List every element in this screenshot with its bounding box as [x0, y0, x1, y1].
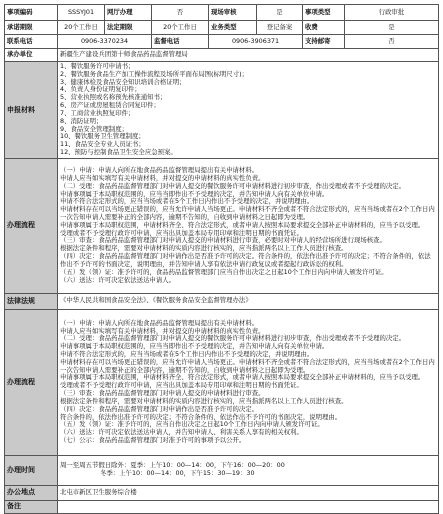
- fee-value: 是: [345, 21, 439, 35]
- process-step: 申请材料存在可以当场更正错误的，应当允许申请人当场更正。申请材料不齐全或者不符合法定形式的，应当当场或者在2个工作日内一次告知申请人需要补正的全部内容，逾期不告知的，自收到申请材料之日起即为受理。: [60, 357, 435, 374]
- process-step: 根据法定条件和程序，需要对申请材料的实质内容进行核实的，应当指派两名以上工作人员进行核查。: [60, 396, 348, 405]
- law-label: 法律法规: [5, 293, 58, 309]
- material-item: 7、工商营业执照复印件；: [60, 108, 135, 117]
- material-item: 6、房产证或房屋租赁合同复印件；: [60, 101, 160, 110]
- process-step: 受理或者不予受理行政许可申请，应当出具加盖本局专用印章和注明日期的书面凭证。: [60, 228, 303, 237]
- process-step: 申请事项属于本局职权范围，申请材料齐全、符合法定形式，或者申请人按照本局要求提交全部补正申请材料的，应当予以受理。: [60, 373, 425, 382]
- law-text: 《中华人民共和国食品安全法》、《餐饮服务食品安全监督管理办法》: [58, 293, 439, 309]
- office-location-value: 北屯市新区卫生服务综合楼: [58, 485, 439, 500]
- process-step: （五）发（领）证：准予许可的，应当自作出决定之日起10个工作日内向申请人颁发许可证。: [60, 420, 324, 429]
- material-item: 4、负责人身份证明复印件；: [60, 85, 141, 94]
- materials-label: 申报材料: [5, 62, 58, 159]
- process-step: 申请人应当如实填写有关申请材料，并对提交的申请材料的真实性负责。: [60, 326, 265, 335]
- process-step: 受理或者不予受理行政许可申请，应当出具加盖本局专用印章和注明日期的书面凭证。: [60, 381, 303, 390]
- contact-phone-value: 0906-3370234: [58, 35, 152, 49]
- process-step: 根据法定条件和程序，需要对申请材料的实质内容进行核实的，应当指派两名以上工作人员进行核查。: [60, 244, 348, 253]
- undertaking-unit-label: 承办单位: [5, 49, 58, 62]
- material-item: 9、食品安全管理制度；: [60, 124, 128, 133]
- promise-term-value: 20个工作日: [58, 21, 105, 35]
- item-code-label: 事项编码: [5, 5, 58, 21]
- business-type-value: 登记备案: [257, 21, 303, 35]
- material-item: 10、餐饮服务卫生管理制度；: [60, 132, 145, 141]
- process-step: （七）公示：食品药品监督管理部门对准予许可的事项予以公开。: [60, 435, 246, 444]
- hours-summer: 周一至周五节假日除外：夏季：上午10：00—14：00，下午16：00—20：00: [60, 461, 285, 470]
- process-step: （三）审查：食品药品监督管理部门对申请人提交的申请材料进行审查。: [60, 389, 265, 398]
- promise-term-label: 承诺期限: [5, 21, 58, 35]
- process-step: （一）申请：申请人向所在地食品药品监督管理局提出有关申请材料。: [60, 166, 259, 175]
- process-text-2: [58, 309, 439, 455]
- online-value: 否: [152, 5, 209, 21]
- materials-list: [58, 62, 439, 159]
- remark-label: 备注: [5, 500, 58, 513]
- process-step: 申请不符合法定形式的，应当当场或者在5个工作日内作出不予受理的决定，并说明理由。: [60, 197, 314, 206]
- remark-value: [58, 500, 439, 513]
- legal-term-label: 法定期限: [105, 21, 152, 35]
- process-step: （四）决定：食品药品监督管理部门对申请作出是否准予许可的决定。符合条件的，依法作出准予许可的决定；不符合条件的，依法作出不予许可的书面决定，说明理由，并告知申请人享有依法申请行政复议或者提起行政诉讼的权利。: [60, 252, 431, 268]
- onsite-review-label: 现场审核: [209, 5, 257, 21]
- material-item: 8、消防证明；: [60, 116, 103, 125]
- mail-value: 否: [345, 35, 439, 49]
- service-item-table: [4, 4, 439, 514]
- material-item: 2、餐饮服务食品生产加工操作流程及场所平面布局图(标明尺寸)；: [60, 69, 248, 78]
- material-item: 11、食品安全专业人员证书；: [60, 140, 145, 149]
- hours-text: [58, 455, 439, 485]
- process-step: 申请事项属于本局职权范围的，应当当即作出不予受理的决定，并告知申请人向有关单位申请。: [60, 342, 329, 351]
- onsite-review-value: 是: [257, 5, 303, 21]
- process-step: 申请材料存在可以当场更正错误的，应当允许申请人当场更正。申请材料不齐全或者不符合法定形式的，应当当场或者在2个工作日内一次告知申请人需要补正的全部内容，逾期不告知的，自收到申请材料之日起即为受理。: [60, 205, 435, 222]
- process-step: （六）送达：许可决定依法送达申请人。: [60, 275, 176, 284]
- process-text: [58, 158, 439, 293]
- legal-term-value: 20个工作日: [152, 21, 209, 35]
- process-step: 申请不符合法定形式的，应当当场或者在5个工作日内作出不予受理的决定，并说明理由。: [60, 350, 314, 358]
- material-item: 1、餐饮服务许可申请书；: [60, 62, 135, 70]
- process-step: （二）受理：食品药品监督管理部门对申请人提交的餐饮服务许可申请材料进行初步审查，作出受理或者不予受理的决定。: [60, 334, 406, 343]
- process-step: 申请事项属于本局职权范围的，应当当即作出不予受理的决定，并告知申请人向有关单位申请。: [60, 189, 329, 198]
- process-step: （一）申请：申请人向所在地食品药品监督管理局提出有关申请材料。: [60, 318, 259, 327]
- item-type-value: 行政审批: [345, 5, 439, 21]
- contact-phone-label: 联系电话: [5, 35, 58, 49]
- undertaking-unit-value: 新疆生产建设兵团第十师食品药品监督管理局: [58, 49, 439, 62]
- process-step: （六）送达：许可决定依法送达申请人，并告知申请人、利害关系人享有的相关权利。: [60, 428, 303, 437]
- supervise-phone-value: 0906-3906371: [209, 35, 303, 49]
- process-label: 办理流程: [5, 158, 58, 293]
- material-item: 12、预防与控制食品卫生安全应急预案。: [60, 147, 177, 156]
- business-type-label: 业务类型: [209, 21, 257, 35]
- hours-winter: 冬季：上午10：00—14：00，下午15：30—19：30: [100, 469, 255, 478]
- mail-label: 支持邮寄: [303, 35, 345, 49]
- process-step: （三）审查：食品药品监督管理部门对申请人提交的申请材料进行审查，必要时对申请人的经营场所进行现场核查。: [60, 236, 386, 245]
- process-step: 申请人应当如实填写有关申请材料，并对提交的申请材料的真实性负责。: [60, 173, 265, 182]
- hours-label: 办理时间: [5, 455, 58, 485]
- process-step: （四）决定：食品药品监督管理部门对申请作出是否准予许可的决定。: [60, 404, 259, 413]
- process-step: （五）发（领）证：准予许可的，食品药品监督管理部门应当自作出决定之日起10个工作日内向申请人颁发许可证。: [60, 267, 388, 276]
- item-type-label: 事项类型: [303, 5, 345, 21]
- fee-label: 收费: [303, 21, 345, 35]
- material-item: 5、营业执照或名称预先核准通知书；: [60, 93, 167, 102]
- process-step: 符合条件的，依法作出准予许可的决定；不符合条件的，依法作出不予许可的书面决定，说明理由。: [60, 412, 342, 421]
- process-label-2: 办理流程: [5, 309, 58, 455]
- online-label: 网厅办理: [105, 5, 152, 21]
- supervise-phone-label: 监督电话: [152, 35, 209, 49]
- item-code-value: SSSYJ01: [58, 5, 105, 21]
- process-step: 申请事项属于本局职权范围，申请材料齐全、符合法定形式，或者申请人按照本局要求提交全部补正申请材料的，应当予以受理。: [60, 220, 425, 229]
- material-item: 3、健康体检及食品安全知识培训合格证明；: [60, 77, 186, 86]
- process-step: （二）受理：食品药品监督管理部门对申请人提交的餐饮服务许可申请材料进行初步审查，作出受理或者不予受理的决定。: [60, 181, 406, 190]
- office-location-label: 办公地点: [5, 485, 58, 500]
